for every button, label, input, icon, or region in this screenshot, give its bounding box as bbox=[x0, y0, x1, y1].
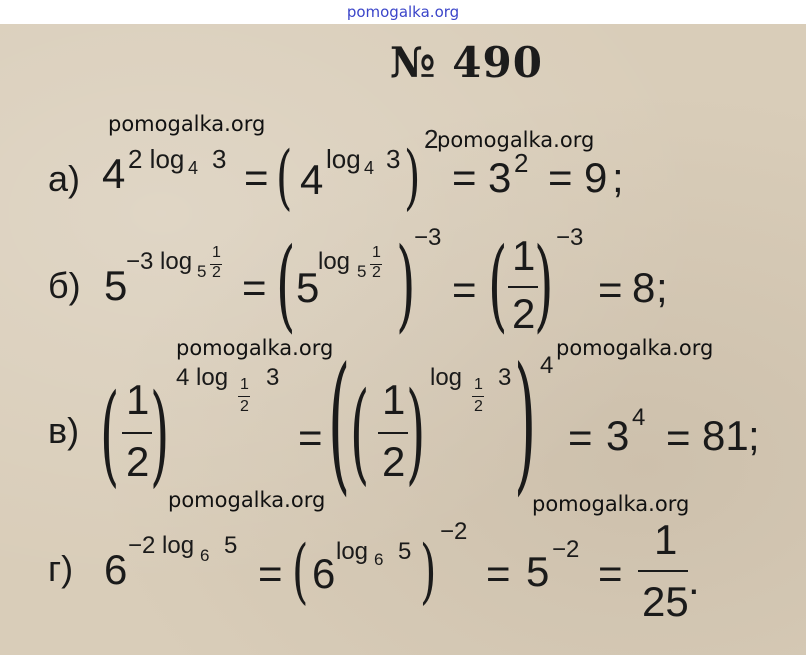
base: 5 bbox=[104, 262, 128, 309]
exponent: 4 bbox=[632, 404, 646, 431]
base: 4 bbox=[102, 150, 126, 197]
equals-sign: = bbox=[298, 414, 323, 461]
exponent: log bbox=[430, 364, 463, 391]
right-paren: ) bbox=[406, 368, 426, 496]
equals-sign: = bbox=[452, 154, 477, 201]
log-base-denominator: 2 bbox=[474, 398, 483, 415]
left-paren: ( bbox=[328, 336, 351, 510]
outer-exponent: 2 bbox=[424, 124, 439, 154]
watermark: pomogalka.org bbox=[556, 336, 714, 360]
result: 9 bbox=[584, 154, 608, 201]
watermark: pomogalka.org bbox=[168, 488, 326, 512]
log-base-numerator: 1 bbox=[240, 376, 249, 393]
fraction-bar bbox=[638, 570, 688, 572]
fraction-numerator: 1 bbox=[126, 376, 150, 423]
fraction-bar bbox=[122, 432, 152, 434]
line-label: в) bbox=[48, 410, 80, 451]
base: 3 bbox=[488, 154, 512, 201]
right-paren: ) bbox=[396, 226, 416, 343]
fraction-bar bbox=[238, 396, 250, 397]
result: 81 bbox=[702, 412, 749, 459]
right-paren: ) bbox=[534, 226, 554, 343]
fraction-denominator: 2 bbox=[512, 290, 536, 337]
equals-sign: = bbox=[452, 266, 477, 313]
log-base: 6 bbox=[374, 550, 384, 569]
equals-sign: = bbox=[242, 264, 267, 311]
watermark: pomogalka.org bbox=[437, 128, 595, 152]
exponent: −2 log bbox=[128, 532, 195, 559]
fraction-numerator: 1 bbox=[654, 516, 678, 563]
log-argument: 3 bbox=[386, 144, 401, 174]
log-argument: 3 bbox=[498, 364, 512, 391]
punctuation: ; bbox=[748, 412, 760, 459]
watermark: pomogalka.org bbox=[532, 492, 690, 516]
fraction-bar bbox=[472, 396, 484, 397]
line-label: б) bbox=[48, 265, 81, 306]
equals-sign: = bbox=[244, 154, 269, 201]
line-label: г) bbox=[48, 548, 74, 589]
equals-sign: = bbox=[568, 414, 593, 461]
punctuation: . bbox=[688, 556, 700, 603]
fraction-numerator: 1 bbox=[372, 244, 381, 261]
fraction-numerator: 1 bbox=[382, 376, 406, 423]
fraction-bar bbox=[378, 432, 408, 434]
result: 8 bbox=[632, 264, 656, 311]
fraction-denominator: 2 bbox=[126, 438, 150, 485]
left-paren: ( bbox=[100, 370, 120, 498]
base: 5 bbox=[296, 264, 320, 311]
exponent: 2 log bbox=[128, 144, 185, 174]
left-paren: ( bbox=[276, 226, 296, 343]
log-argument: 5 bbox=[224, 532, 238, 559]
log-base: 6 bbox=[200, 546, 210, 565]
equals-sign: = bbox=[598, 550, 623, 597]
fraction-numerator: 1 bbox=[512, 232, 536, 279]
equals-sign: = bbox=[486, 550, 511, 597]
exponent: −3 log bbox=[126, 248, 193, 275]
right-paren: ) bbox=[150, 370, 170, 498]
fraction-denominator: 25 bbox=[642, 578, 689, 625]
watermark: pomogalka.org bbox=[176, 336, 334, 360]
site-header[interactable]: pomogalka.org bbox=[346, 3, 460, 21]
log-argument: 5 bbox=[398, 538, 412, 565]
fraction-denominator: 2 bbox=[382, 438, 406, 485]
fraction-denominator: 2 bbox=[212, 264, 221, 281]
outer-exponent: 4 bbox=[540, 352, 554, 379]
right-paren: ) bbox=[404, 136, 421, 218]
exponent: log bbox=[318, 248, 351, 275]
fraction-denominator: 2 bbox=[372, 264, 381, 281]
exponent: −3 bbox=[556, 224, 584, 251]
exponent: log bbox=[326, 144, 361, 174]
log-base: 4 bbox=[188, 158, 199, 178]
log-base-numerator: 1 bbox=[474, 376, 483, 393]
line-label: а) bbox=[48, 158, 81, 199]
log-base: 4 bbox=[364, 158, 375, 178]
exponent: 2 bbox=[514, 148, 529, 178]
right-paren: ) bbox=[420, 530, 437, 612]
outer-exponent: −3 bbox=[414, 224, 442, 251]
exponent: −2 bbox=[552, 536, 580, 563]
left-paren: ( bbox=[488, 226, 508, 343]
base: 5 bbox=[526, 548, 550, 595]
log-base: 5 bbox=[197, 262, 207, 281]
equals-sign: = bbox=[666, 414, 691, 461]
outer-exponent: −2 bbox=[440, 518, 468, 545]
equals-sign: = bbox=[258, 550, 283, 597]
equals-sign: = bbox=[598, 266, 623, 313]
log-base-denominator: 2 bbox=[240, 398, 249, 415]
exponent: log bbox=[336, 538, 369, 565]
punctuation: ; bbox=[656, 264, 668, 311]
base: 6 bbox=[312, 550, 336, 597]
watermark: pomogalka.org bbox=[108, 112, 266, 136]
log-argument: 3 bbox=[266, 364, 280, 391]
punctuation: ; bbox=[612, 154, 624, 201]
base: 3 bbox=[606, 412, 630, 459]
log-argument: 3 bbox=[212, 144, 227, 174]
left-paren: ( bbox=[350, 368, 370, 496]
problem-title: № 490 bbox=[390, 38, 543, 87]
equals-sign: = bbox=[548, 154, 573, 201]
right-paren: ) bbox=[514, 336, 537, 510]
log-base: 5 bbox=[357, 262, 367, 281]
base: 4 bbox=[300, 156, 324, 203]
left-paren: ( bbox=[292, 530, 309, 612]
exponent: 4 log bbox=[176, 364, 229, 391]
left-paren: ( bbox=[276, 136, 293, 218]
base: 6 bbox=[104, 546, 128, 593]
fraction-numerator: 1 bbox=[212, 244, 221, 261]
